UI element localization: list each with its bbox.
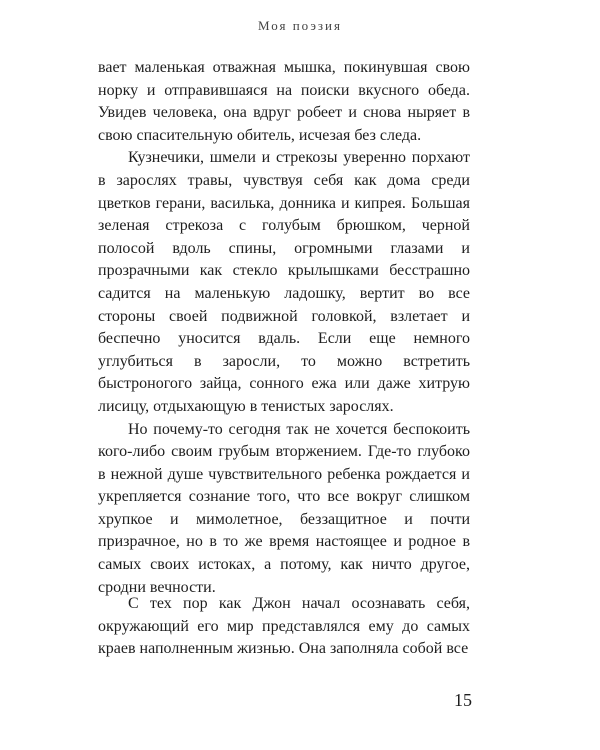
paragraph-john: С тех пор как Джон начал осознавать себя, окружающий его мир представлялся ему до самых краев наполненным жизнью. Она заполняла собой все (98, 595, 470, 658)
text-section-2 (98, 593, 470, 661)
text-section-1 (98, 57, 470, 599)
paragraph-insects: Кузнечики, шмели и стрекозы уверенно порхают в зарослях травы, чувствуя себя как дома среди цветков герани, василька, донника и кипрея. Большая зеленая стрекоза с голубым брюшком, черной полосой вдоль спины, огромными глазами и прозрачными как стекло крылышками бесстрашно садится на маленькую ладошку, вертит во все стороны своей подвижной головкой, взлетает и беспечно уносится вдаль. Если еще немного углубиться в заросли, то можно встретить быстроногого зайца, сонного ежа или даже хитрую лисицу, отдыхающую в тенистых зарослях. (98, 149, 470, 415)
running-header: Моя поэзия (258, 18, 342, 33)
paragraph-disturb: Но почему-то сегодня так не хочется беспокоить кого-либо своим грубым вторжением. Где-то глубоко в нежной душе чувствительного ребенка рождается и укрепляется сознание того, что все вокруг слишком хрупкое и мимолетное, беззащитное и почти призрачное, но в то же время настоящее и родное в самых своих истоках, а потому, как ничто другое, сродни вечности. (98, 420, 470, 596)
paragraph-continuation: вает маленькая отважная мышка, покинувшая свою норку и отправившаяся на поиски вкусного обеда. Увидев человека, она вдруг робеет и снова ныряет в свою спасительную обитель, исчезая без следа. (98, 59, 470, 144)
page-number: 15 (454, 690, 472, 710)
